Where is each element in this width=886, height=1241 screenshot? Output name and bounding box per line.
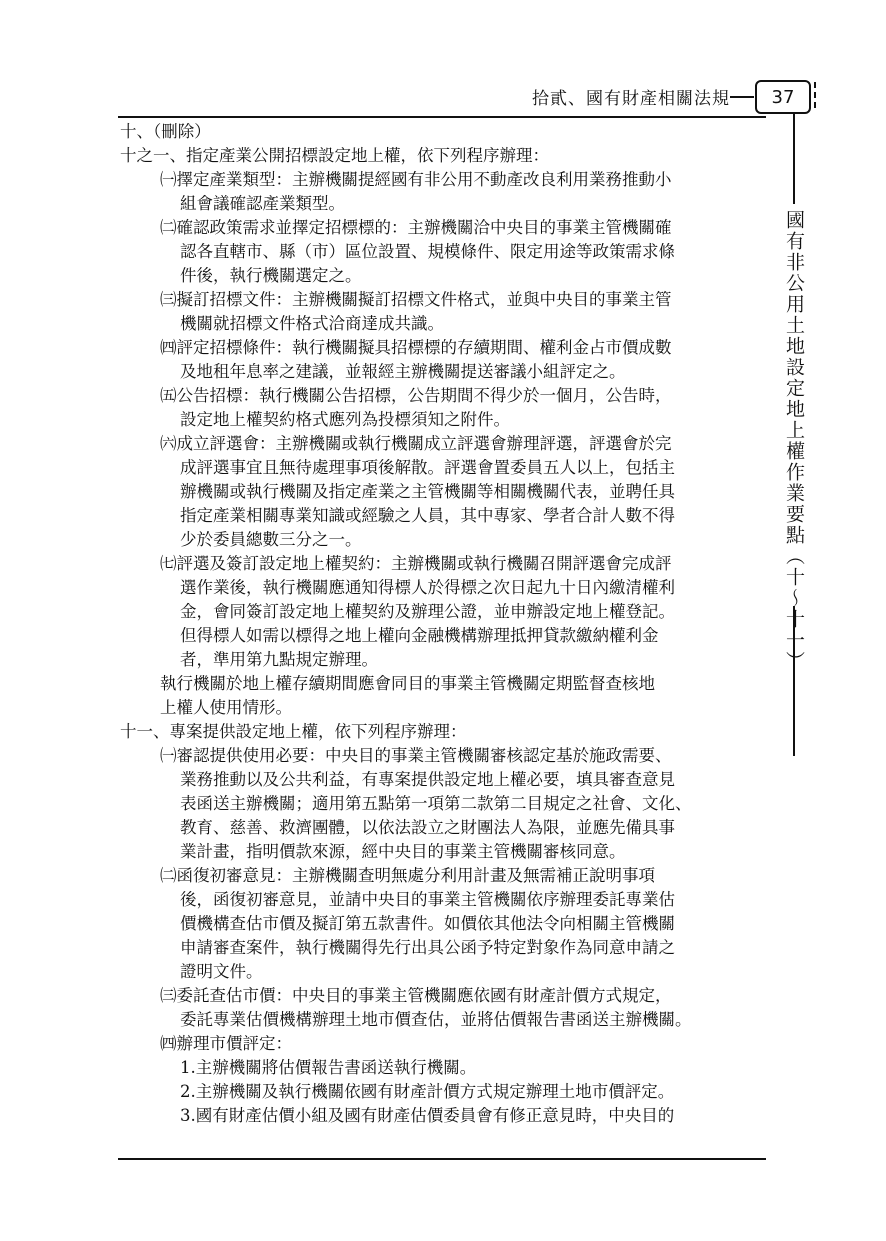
text-line: 1.主辦機關將估價報告書函送執行機關。 [180,1058,477,1077]
text-line: 業計畫，指明價款來源，經中央目的事業主管機關審核同意。 [180,842,626,861]
text-line: 3.國有財產估價小組及國有財產估價委員會有修正意見時，中央目的 [180,1106,675,1125]
text-line: 成評選事宜且無待處理事項後解散。評選會置委員五人以上，包括主 [180,458,675,477]
body-text [120,120,768,1128]
footer-rule [118,1158,766,1160]
text-line: ㈥成立評選會：主辦機關或執行機關成立評選會辦理評選，評選會於完 [160,434,672,453]
page-number-box [755,80,811,114]
page-box-ornament [808,82,816,108]
text-line: ㈡函復初審意見：主辦機關查明無處分利用計畫及無需補正說明事項 [160,866,655,885]
text-line: 及地租年息率之建議，並報經主辦機關提送審議小組評定之。 [180,362,626,381]
text-line: 金，會同簽訂設定地上權契約及辦理公證，並申辦設定地上權登記。 [180,602,675,621]
side-tab-line-top [793,112,795,204]
text-line: 者，準用第九點規定辦理。 [180,650,378,669]
text-line: 辦機關或執行機關及指定產業之主管機關等相關機關代表，並聘任具 [180,482,675,501]
text-line: ㈣評定招標條件：執行機關擬具招標標的存續期間、權利金占市價成數 [160,338,672,357]
running-header-title: 拾貳、國有財產相關法規 [532,89,730,109]
text-line: ㈡確認政策需求並擇定招標標的：主辦機關洽中央目的事業主管機關確 [160,218,672,237]
page-number: 37 [771,86,795,108]
text-line: 上權人使用情形。 [160,698,292,717]
side-tab-title: 國有非公用土地設定地上權作業要點（十〜十一） [783,210,805,672]
text-line: ㈤公告招標：執行機關公告招標，公告期間不得少於一個月，公告時， [160,386,672,405]
text-line: ㈢委託查估市價：中央目的事業主管機關應依國有財產計價方式規定， [160,986,672,1005]
text-line: 委託專業估價機構辦理土地市價查估，並將估價報告書函送主辦機關。 [180,1010,692,1029]
text-line: 指定產業相關專業知識或經驗之人員，其中專家、學者合計人數不得 [180,506,675,525]
text-line: 價機構查估市價及擬訂第五款書件。如價依其他法令向相關主管機關 [180,914,675,933]
text-line: 十、（刪除） [120,122,211,141]
text-line: 設定地上權契約格式應列為投標須知之附件。 [180,410,510,429]
text-line: ㈠擇定產業類型：主辦機關提經國有非公用不動產改良利用業務推動小 [160,170,672,189]
text-line: 申請審查案件，執行機關得先行出具公函予特定對象作為同意申請之 [180,938,675,957]
text-line: 件後，執行機關選定之。 [180,266,362,285]
text-line: ㈠審認提供使用必要：中央目的事業主管機關審核認定基於施政需要、 [160,746,672,765]
side-tab-line-bottom [793,606,795,756]
text-line: 認各直轄市、縣（市）區位設置、規模條件、限定用途等政策需求條 [180,242,675,261]
text-line: 證明文件。 [180,962,263,981]
text-line: 選作業後，執行機關應通知得標人於得標之次日起九十日內繳清權利 [180,578,675,597]
header-rule [118,116,766,118]
text-line: 少於委員總數三分之一。 [180,530,362,549]
text-line: 教育、慈善、救濟團體，以依法設立之財團法人為限，並應先備具事 [180,818,675,837]
text-line: 業務推動以及公共利益，有專案提供設定地上權必要，填具審查意見 [180,770,675,789]
header-dash-rule [730,96,754,98]
text-line: 表函送主辦機關；適用第五點第一項第二款第二目規定之社會、文化、 [180,794,692,813]
text-line: 執行機關於地上權存續期間應會同目的事業主管機關定期監督查核地 [160,674,655,693]
text-line: ㈣辦理市價評定： [160,1034,292,1053]
text-line: ㈦評選及簽訂設定地上權契約：主辦機關或執行機關召開評選會完成評 [160,554,672,573]
text-line: 後，函復初審意見，並請中央目的事業主管機關依序辦理委託專業估 [180,890,675,909]
text-line: 十一、專案提供設定地上權，依下列程序辦理： [120,722,467,741]
text-line: ㈢擬訂招標文件：主辦機關擬訂招標文件格式，並與中央目的事業主管 [160,290,672,309]
text-line: 但得標人如需以標得之地上權向金融機構辦理抵押貸款繳納權利金 [180,626,659,645]
text-line: 2.主辦機關及執行機關依國有財產計價方式規定辦理土地市價評定。 [180,1082,675,1101]
text-line: 機關就招標文件格式洽商達成共識。 [180,314,444,333]
text-line: 組會議確認產業類型。 [180,194,345,213]
text-line: 十之一、指定產業公開招標設定地上權，依下列程序辦理： [120,146,549,165]
